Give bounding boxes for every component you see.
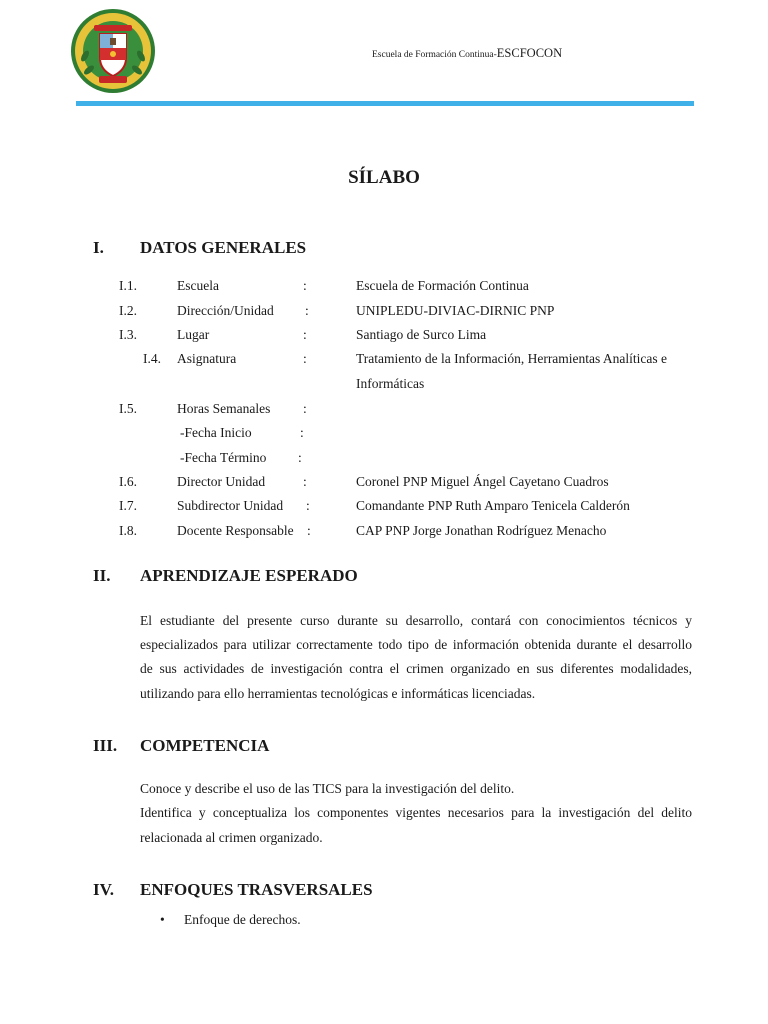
row-colon: : [303,327,307,342]
row-colon: : [303,278,307,293]
row-index: I.5. [119,401,137,416]
row-label: Dirección/Unidad [177,303,274,318]
row-label: Subdirector Unidad [177,498,284,513]
section-title-text: APRENDIZAJE ESPERADO [140,566,358,585]
row-value-continuation: Informáticas [356,376,425,391]
section-heading-competencia [93,736,269,756]
section-title-text: DATOS GENERALES [140,238,307,257]
row-label: Asignatura [177,351,237,366]
aprendizaje-line-2: especializados para utilizar correctamente todo tipo de información obtenida durante el desarrollo [140,637,692,652]
row-index: I.3. [119,327,137,342]
row-index: I.8. [119,523,137,538]
row-label: -Fecha Inicio [180,425,252,440]
row-value: Coronel PNP Miguel Ángel Cayetano Cuadros [356,474,609,489]
row-value: UNIPLEDU-DIVIAC-DIRNIC PNP [356,303,555,318]
row-label: Escuela [177,278,219,293]
enfoques-item-text: Enfoque de derechos. [184,912,301,927]
row-index: I.2. [119,303,137,318]
section-number: III. [93,736,118,755]
row-value: Escuela de Formación Continua [356,278,529,293]
row-colon: : [303,401,307,416]
row-colon: : [298,450,302,465]
aprendizaje-line-3: de sus actividades de investigación contra el crimen organizado en sus diferentes modalidades, [140,661,692,676]
aprendizaje-line-1: El estudiante del presente curso durante su desarrollo, contará con conocimientos técnicos y [140,613,692,628]
row-colon: : [303,474,307,489]
header-divider [76,101,694,106]
row-label: Lugar [177,327,210,342]
row-colon: : [303,351,307,366]
bullet-icon: • [160,912,165,927]
header-school-sub: Escuela de Formación Continua- [372,50,497,60]
row-index: I.7. [119,498,137,513]
row-label: -Fecha Término [180,450,267,465]
document-title: SÍLABO [348,167,420,188]
section-number: II. [93,566,111,585]
row-value: Tratamiento de la Información, Herramientas Analíticas e [356,351,668,366]
section-number: IV. [93,880,114,899]
aprendizaje-line-4: utilizando para ello herramientas tecnológicas e informáticas licenciadas. [140,686,536,701]
section-number: I. [93,238,104,257]
section-heading-enfoques [93,880,373,900]
row-value: CAP PNP Jorge Jonathan Rodríguez Menacho [356,523,607,538]
police-emblem-logo [70,8,156,94]
section-title-text: COMPETENCIA [140,736,270,755]
row-index: I.4. [143,351,161,366]
row-colon: : [300,425,304,440]
section-title-text: ENFOQUES TRASVERSALES [140,880,373,899]
competencia-line-1: Conoce y describe el uso de las TICS para la investigación del delito. [140,781,515,796]
enfoques-list-item [160,912,301,928]
row-value: Santiago de Surco Lima [356,327,487,342]
row-label: Docente Responsable [177,523,294,538]
row-label: Horas Semanales [177,401,271,416]
header-school-acronym: ESCFOCON [496,46,563,60]
competencia-line-2: Identifica y conceptualiza los componentes vigentes necesarios para la investigación del delito [140,805,692,820]
row-colon: : [306,498,310,513]
row-index: I.6. [119,474,137,489]
row-colon: : [307,523,311,538]
section-heading-aprendizaje [93,566,358,586]
row-index: I.1. [119,278,137,293]
row-value: Comandante PNP Ruth Amparo Tenicela Calderón [356,498,630,513]
competencia-line-3: relacionada al crimen organizado. [140,830,323,845]
row-colon: : [305,303,309,318]
section-heading-datos-generales [93,238,306,258]
header-school-name [372,46,562,61]
row-label: Director Unidad [177,474,266,489]
